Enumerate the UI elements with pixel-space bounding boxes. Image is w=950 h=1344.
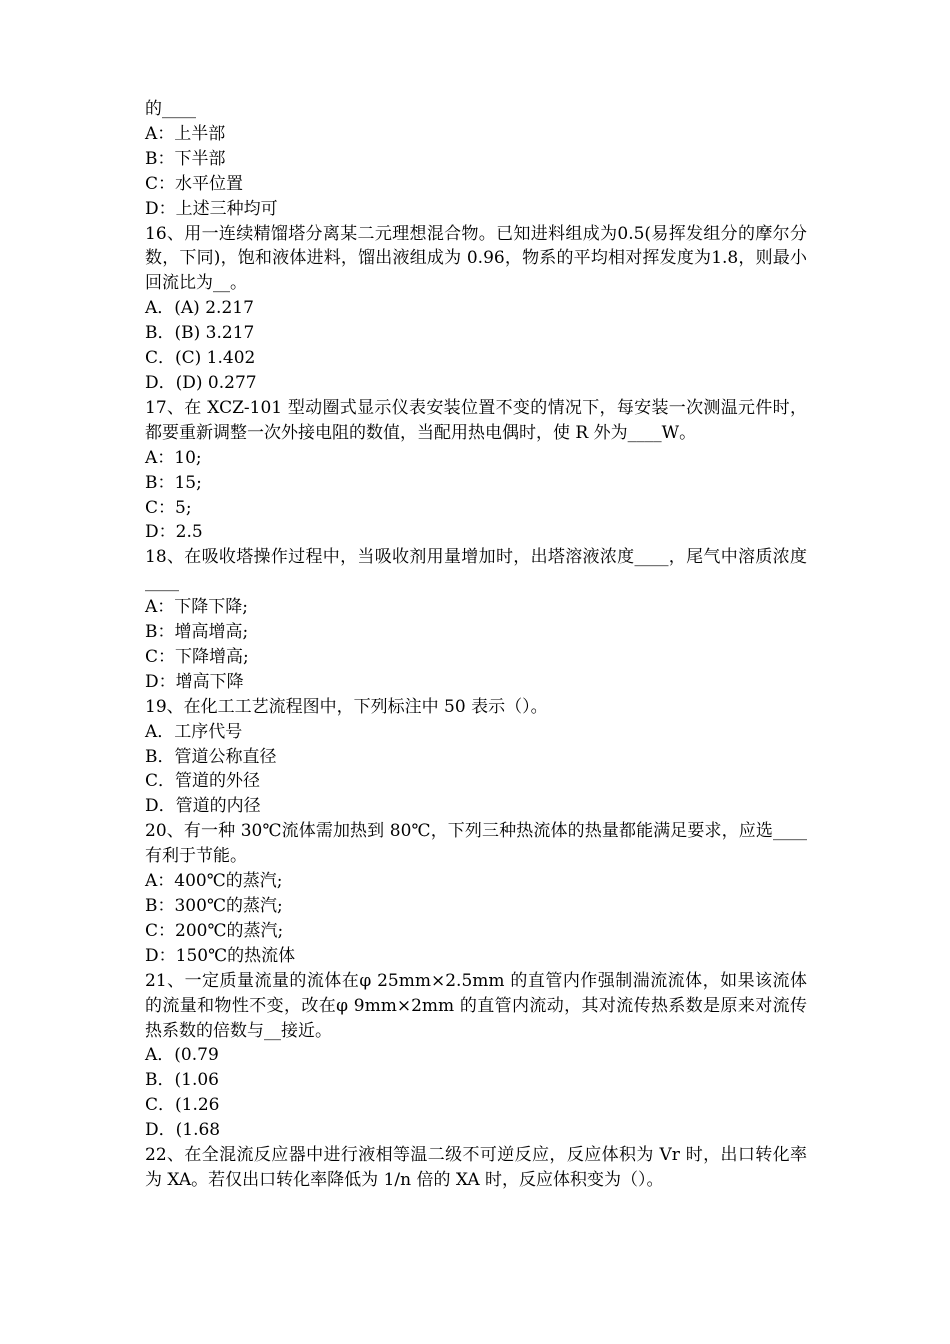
option-d: D：增高下降 (145, 671, 244, 692)
question-text: 16、用一连续精馏塔分离某二元理想混合物。已知进料组成为0.5(易挥发组分的摩尔分数，下同)，饱和液体进料，馏出液组成为 0.96，物系的平均相对挥发度为1.8，则最小回流比为__。 (145, 223, 807, 294)
question-22 (145, 1143, 807, 1193)
option-a: A：下降下降; (145, 597, 249, 618)
option-c: C．(C) 1.402 (145, 348, 256, 369)
option-b: B．(1.06 (145, 1070, 219, 1091)
option-c: C：水平位置 (145, 173, 244, 194)
option-a: A．(A) 2.217 (145, 298, 254, 319)
option-b: B．管道公称直径 (145, 746, 277, 767)
option-b: B．(B) 3.217 (145, 323, 255, 344)
option-d: D．管道的内径 (145, 796, 261, 817)
question-text: 17、在 XCZ-101 型动圈式显示仪表安装位置不变的情况下，每安装一次测温元件时，都要重新调整一次外接电阻的数值，当配用热电偶时，使 R 外为____W。 (145, 397, 807, 443)
option-d: D：2.5 (145, 522, 203, 543)
question-19 (145, 695, 807, 820)
option-d: D．(1.68 (145, 1120, 221, 1141)
option-c: C：下降增高; (145, 646, 249, 667)
option-d: D：150℃的热流体 (145, 945, 296, 966)
option-b: B：下半部 (145, 148, 226, 169)
option-d: D：上述三种均可 (145, 198, 278, 219)
previous-question-options (145, 122, 807, 222)
option-a: A：400℃的蒸汽; (145, 871, 283, 892)
option-b: B：300℃的蒸汽; (145, 896, 283, 916)
question-17 (145, 396, 807, 545)
option-b: B：15; (145, 472, 202, 493)
question-text: 18、在吸收塔操作过程中，当吸收剂用量增加时，出塔溶液浓度____，尾气中溶质浓度____ (145, 547, 807, 593)
option-c: C：200℃的蒸汽; (145, 920, 284, 941)
question-20 (145, 819, 807, 968)
option-b: B：增高增高; (145, 622, 249, 643)
option-a: A：10; (145, 447, 202, 468)
option-d: D．(D) 0.277 (145, 372, 257, 393)
question-18 (145, 545, 807, 694)
option-c: C：5; (145, 497, 192, 518)
document-page (145, 97, 807, 1193)
option-a: A：上半部 (145, 123, 226, 144)
option-c: C．管道的外径 (145, 771, 261, 792)
question-text: 22、在全混流反应器中进行液相等温二级不可逆反应，反应体积为 Vr 时，出口转化率为 XA。若仅出口转化率降低为 1/n 倍的 XA 时，反应体积变为（）。 (145, 1145, 807, 1190)
question-21 (145, 969, 807, 1143)
question-text: 20、有一种 30℃流体需加热到 80℃，下列三种热流体的热量都能满足要求，应选____有利于节能。 (145, 821, 807, 867)
question-16 (145, 222, 807, 396)
question-text: 21、一定质量流量的流体在φ 25mm×2.5mm 的直管内作强制湍流流体，如果该流体的流量和物性不变，改在φ 9mm×2mm 的直管内流动，其对流传热系数是原来对流传热系数的倍数与__接近。 (145, 970, 807, 1041)
question-text: 19、在化工工艺流程图中，下列标注中 50 表示（）。 (145, 696, 548, 717)
option-c: C．(1.26 (145, 1095, 220, 1116)
option-a: A．(0.79 (145, 1045, 219, 1066)
option-a: A．工序代号 (145, 721, 243, 742)
previous-question-fragment: 的____ (145, 99, 196, 119)
